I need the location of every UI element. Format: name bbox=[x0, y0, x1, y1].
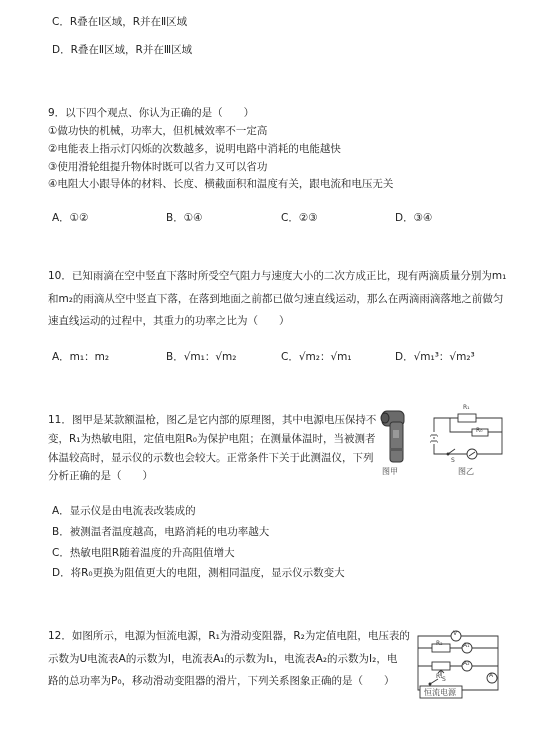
q11-option-a: A．显示仪是由电流表改装成的 bbox=[52, 505, 196, 517]
thermometer-gun-figure bbox=[378, 408, 410, 466]
r0-label: R₀ bbox=[476, 427, 483, 434]
q10-option-a: A．m₁：m₂ bbox=[52, 351, 110, 363]
ammeter-a-label: A bbox=[489, 672, 494, 679]
q12-stem-line: 示数为U电流表A的示数为I，电流表A₁的示数为I₁，电流表A₂的示数为I₂，电 bbox=[48, 653, 398, 665]
fig-a-caption: 图甲 bbox=[382, 467, 398, 476]
q10-stem-line: 和m₂的雨滴从空中竖直下落，在落到地面之前都已做匀速直线运动，那么在两滴雨滴落地之前做匀 bbox=[48, 293, 504, 305]
q9-option-a: A．①② bbox=[52, 212, 89, 224]
q11-stem-line: 变，R₁为热敏电阻，定值电阻R₀为保护电阻；在测量体温时，当被测者 bbox=[48, 433, 376, 445]
q10-stem-line: 速直线运动的过程中，其重力的功率之比为（ ） bbox=[48, 315, 290, 327]
q9-option-c: C．②③ bbox=[281, 212, 318, 224]
r1-label: R₁ bbox=[436, 673, 443, 680]
r2-label: R₂ bbox=[436, 640, 443, 647]
q9-option-d: D．③④ bbox=[395, 212, 433, 224]
q11-option-c: C．热敏电阻R随着温度的升高阻值增大 bbox=[52, 547, 235, 559]
q10-stem-line: 10．已知雨滴在空中竖直下落时所受空气阻力与速度大小的二次方成正比，现有两滴质量分别为m₁ bbox=[48, 270, 507, 282]
q11-option-b: B．被测温者温度越高，电路消耗的电功率越大 bbox=[52, 526, 270, 538]
q9-statement: ④电阻大小跟导体的材料、长度、横截面积和温度有关，跟电流和电压无关 bbox=[48, 178, 394, 190]
fig-b-caption: 图乙 bbox=[458, 467, 474, 476]
q9-statement: ③使用滑轮组提升物体时既可以省力又可以省功 bbox=[48, 161, 268, 173]
q10-option-b: B．√m₁：√m₂ bbox=[166, 351, 237, 363]
source-label: 恒流电源 bbox=[424, 688, 456, 697]
r1-label: R₁ bbox=[463, 404, 470, 411]
q9-statement: ①做功快的机械，功率大，但机械效率不一定高 bbox=[48, 125, 268, 137]
voltmeter-label: V bbox=[453, 630, 458, 637]
temperature-circuit-diagram bbox=[428, 404, 510, 464]
q11-option-d: D．将R₀更换为阻值更大的电阻，测相同温度，显示仪示数变大 bbox=[52, 567, 345, 579]
q11-stem-line: 体温较高时，显示仪的示数也会较大。正常条件下关于此测温仪，下列 bbox=[48, 452, 374, 464]
q12-stem-line: 12．如图所示，电源为恒流电源，R₁为滑动变阻器，R₂为定值电阻，电压表的 bbox=[48, 630, 410, 642]
q9-stem: 9．以下四个观点、你认为正确的是（ ） bbox=[48, 107, 255, 119]
q9-option-b: B．①④ bbox=[166, 212, 203, 224]
prev-option-c: C．R叠在Ⅰ区域，R并在Ⅱ区域 bbox=[52, 16, 188, 28]
q10-option-c: C．√m₂：√m₁ bbox=[281, 351, 352, 363]
constant-current-circuit-diagram bbox=[408, 626, 514, 700]
switch-label: S bbox=[442, 676, 446, 683]
q11-stem-line: 11．图甲是某款额温枪，图乙是它内部的原理图，其中电源电压保持不 bbox=[48, 414, 377, 426]
switch-label: S bbox=[451, 457, 455, 464]
ammeter-a1-label: A₁ bbox=[463, 642, 470, 649]
ammeter-a2-label: A₂ bbox=[463, 660, 470, 667]
q9-statement: ②电能表上指示灯闪烁的次数越多，说明电路中消耗的电能越快 bbox=[48, 143, 341, 155]
q11-stem-line: 分析正确的是（ ） bbox=[48, 470, 153, 482]
q12-stem-line: 路的总功率为P₀，移动滑动变阻器的滑片，下列关系图象正确的是（ ） bbox=[48, 675, 395, 687]
prev-option-d: D．R叠在Ⅱ区域，R并在Ⅲ区域 bbox=[52, 44, 193, 56]
q10-option-d: D．√m₁³：√m₂³ bbox=[395, 351, 475, 363]
